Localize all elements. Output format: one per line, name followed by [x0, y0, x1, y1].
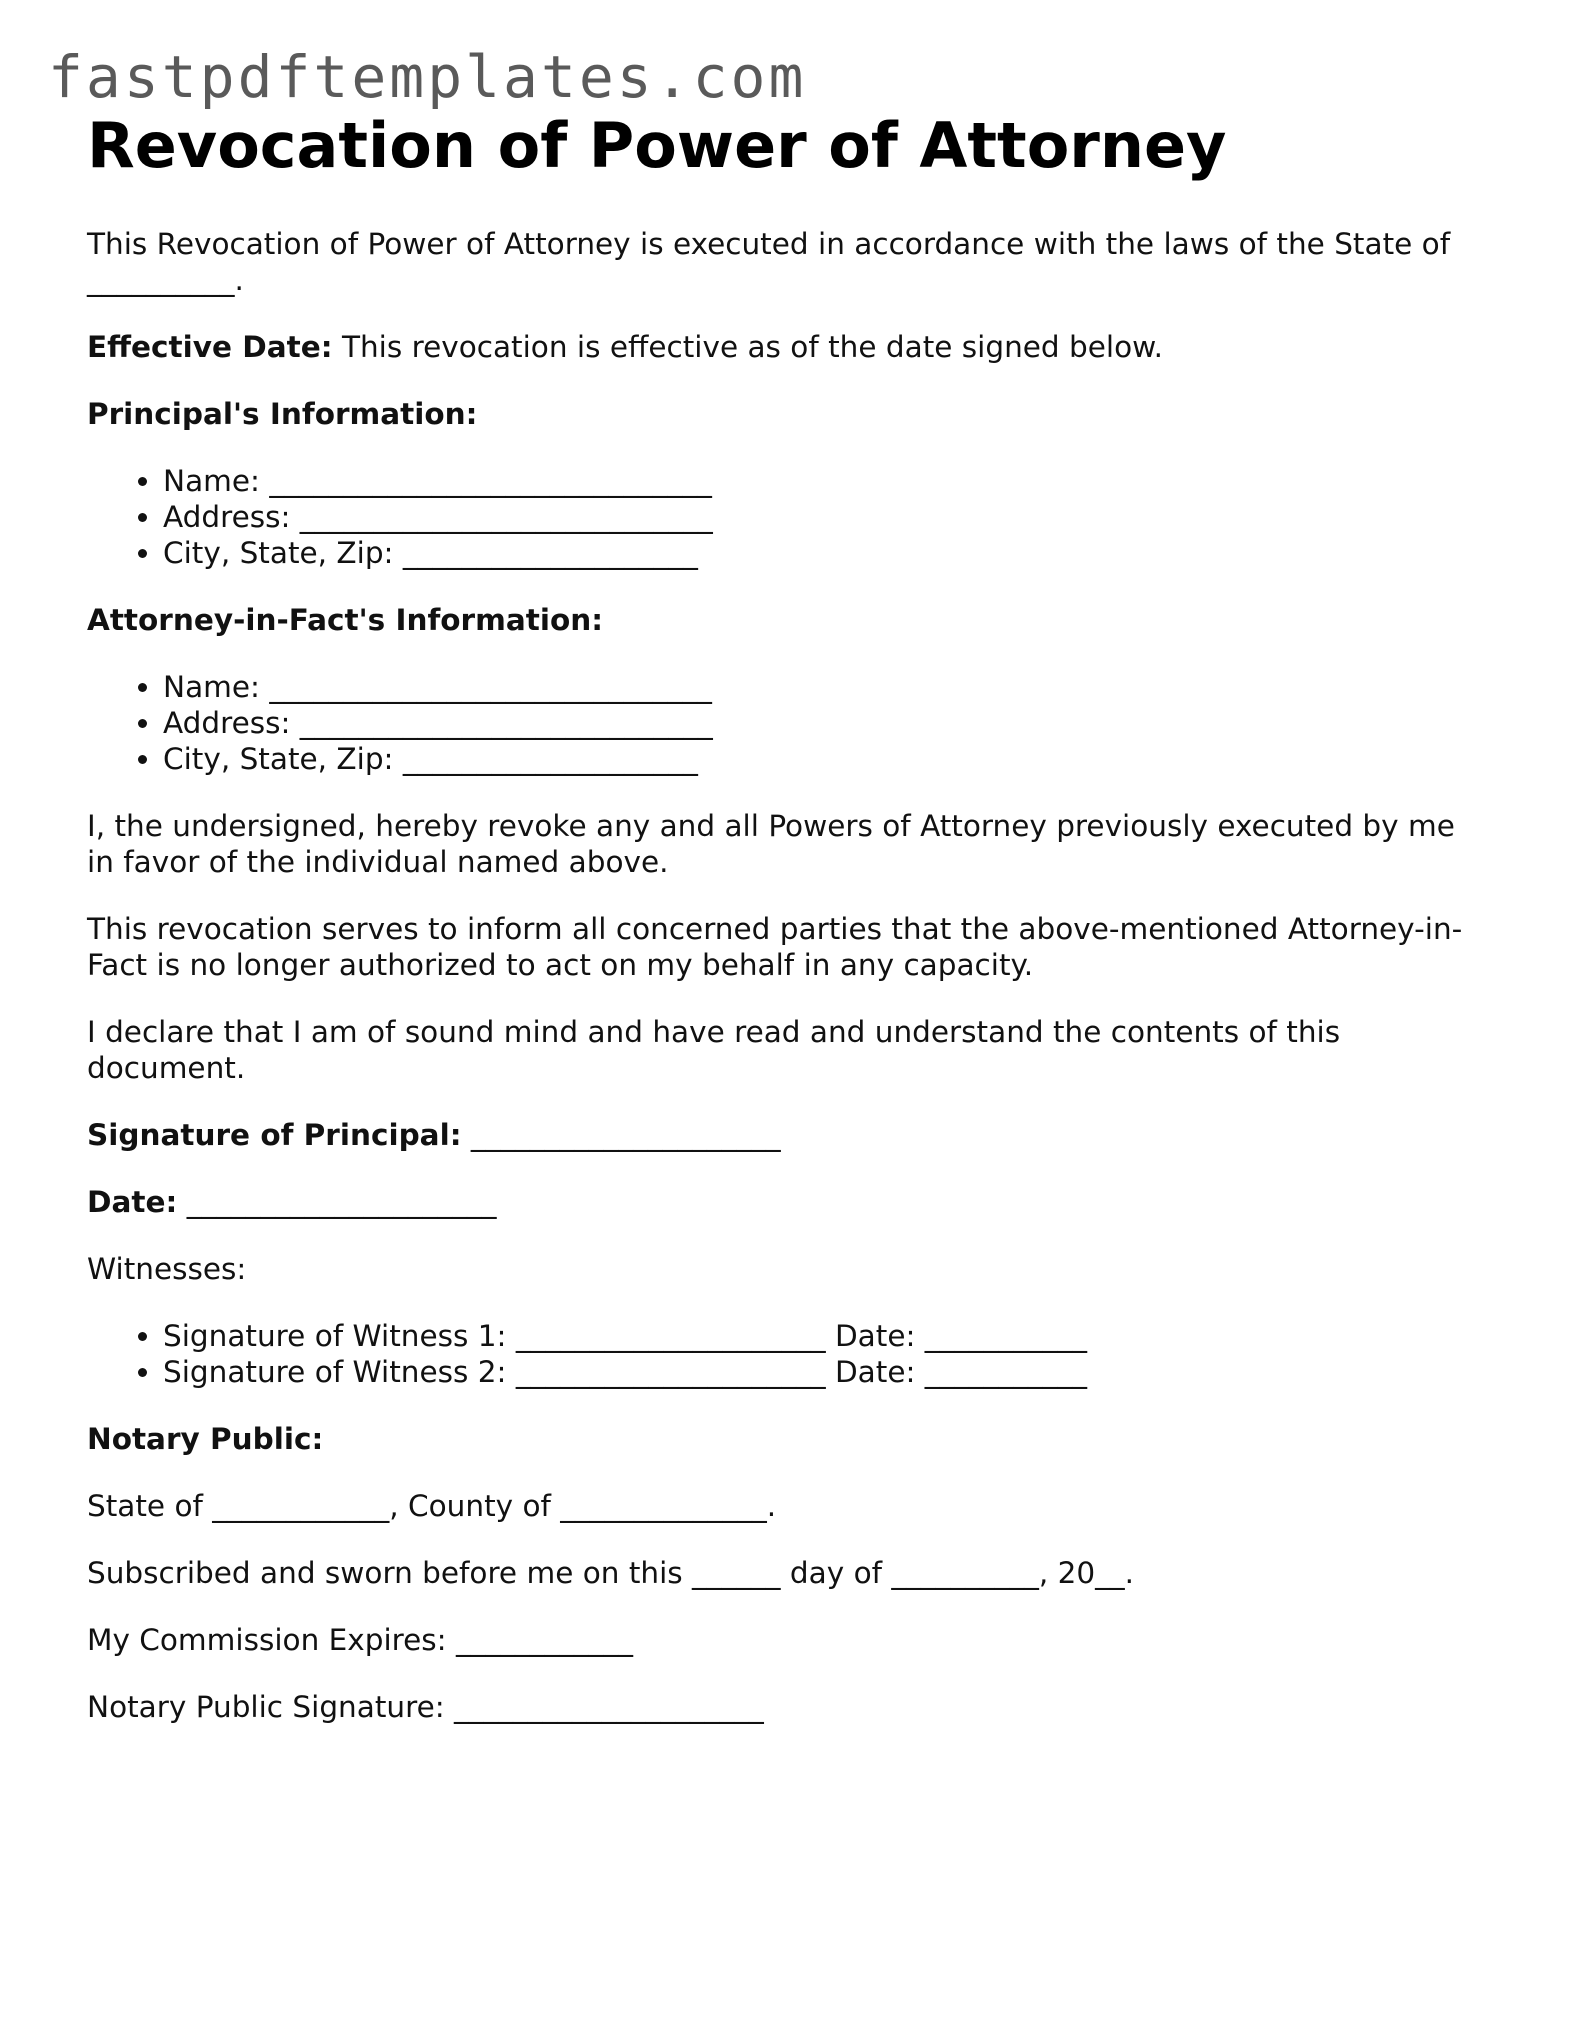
notary-heading: Notary Public:	[87, 1422, 324, 1456]
attorney-city-state-zip-field: • City, State, Zip: ____________________	[163, 741, 1487, 777]
principal-info-list	[87, 463, 1487, 571]
intro-paragraph: This Revocation of Power of Attorney is executed in accordance with the laws of the State of __________.	[87, 227, 1451, 297]
date-label: Date:	[87, 1185, 178, 1219]
attorney-address-field: • Address: ____________________________	[163, 705, 1487, 741]
notice-paragraph: This revocation serves to inform all concerned parties that the above-mentioned Attorney-in-Fact is no longer authorized to act on my behalf in any capacity.	[87, 912, 1463, 982]
principal-name-field: • Name: ______________________________	[163, 463, 1487, 499]
declaration-paragraph: I declare that I am of sound mind and have read and understand the contents of this document.	[87, 1015, 1341, 1085]
notary-signature-line: Notary Public Signature: _____________________	[87, 1690, 764, 1724]
witness-list	[87, 1318, 1487, 1390]
attorney-name-field: • Name: ______________________________	[163, 669, 1487, 705]
watermark: fastpdftemplates.com	[48, 43, 807, 111]
notary-state-county: State of ____________, County of ______________.	[87, 1489, 777, 1523]
attorney-info-list	[87, 669, 1487, 777]
date-line	[87, 1184, 1487, 1220]
principal-signature-blank: _____________________	[461, 1118, 781, 1152]
attorney-heading: Attorney-in-Fact's Information:	[87, 603, 604, 637]
revocation-paragraph: I, the undersigned, hereby revoke any and all Powers of Attorney previously executed by me in favor of the individual named above.	[87, 809, 1455, 879]
witness-2-line: • Signature of Witness 2: _____________________ Date: ___________	[163, 1354, 1487, 1390]
document-body	[87, 110, 1487, 1756]
date-blank: _____________________	[177, 1185, 497, 1219]
witnesses-label: Witnesses:	[87, 1252, 247, 1286]
principal-signature-line	[87, 1117, 1487, 1153]
notary-commission-line: My Commission Expires: ____________	[87, 1623, 633, 1657]
document-title: Revocation of Power of Attorney	[87, 109, 1227, 182]
principal-heading: Principal's Information:	[87, 397, 478, 431]
principal-signature-label: Signature of Principal:	[87, 1118, 462, 1152]
witness-1-line: • Signature of Witness 1: _____________________ Date: ___________	[163, 1318, 1487, 1354]
principal-address-field: • Address: ____________________________	[163, 499, 1487, 535]
effective-date-label: Effective Date:	[87, 330, 333, 364]
principal-city-state-zip-field: • City, State, Zip: ____________________	[163, 535, 1487, 571]
effective-date-paragraph	[87, 329, 1487, 365]
notary-sworn-line: Subscribed and sworn before me on this ______ day of __________, 20__.	[87, 1556, 1135, 1590]
effective-date-text: This revocation is effective as of the date signed below.	[332, 330, 1163, 364]
